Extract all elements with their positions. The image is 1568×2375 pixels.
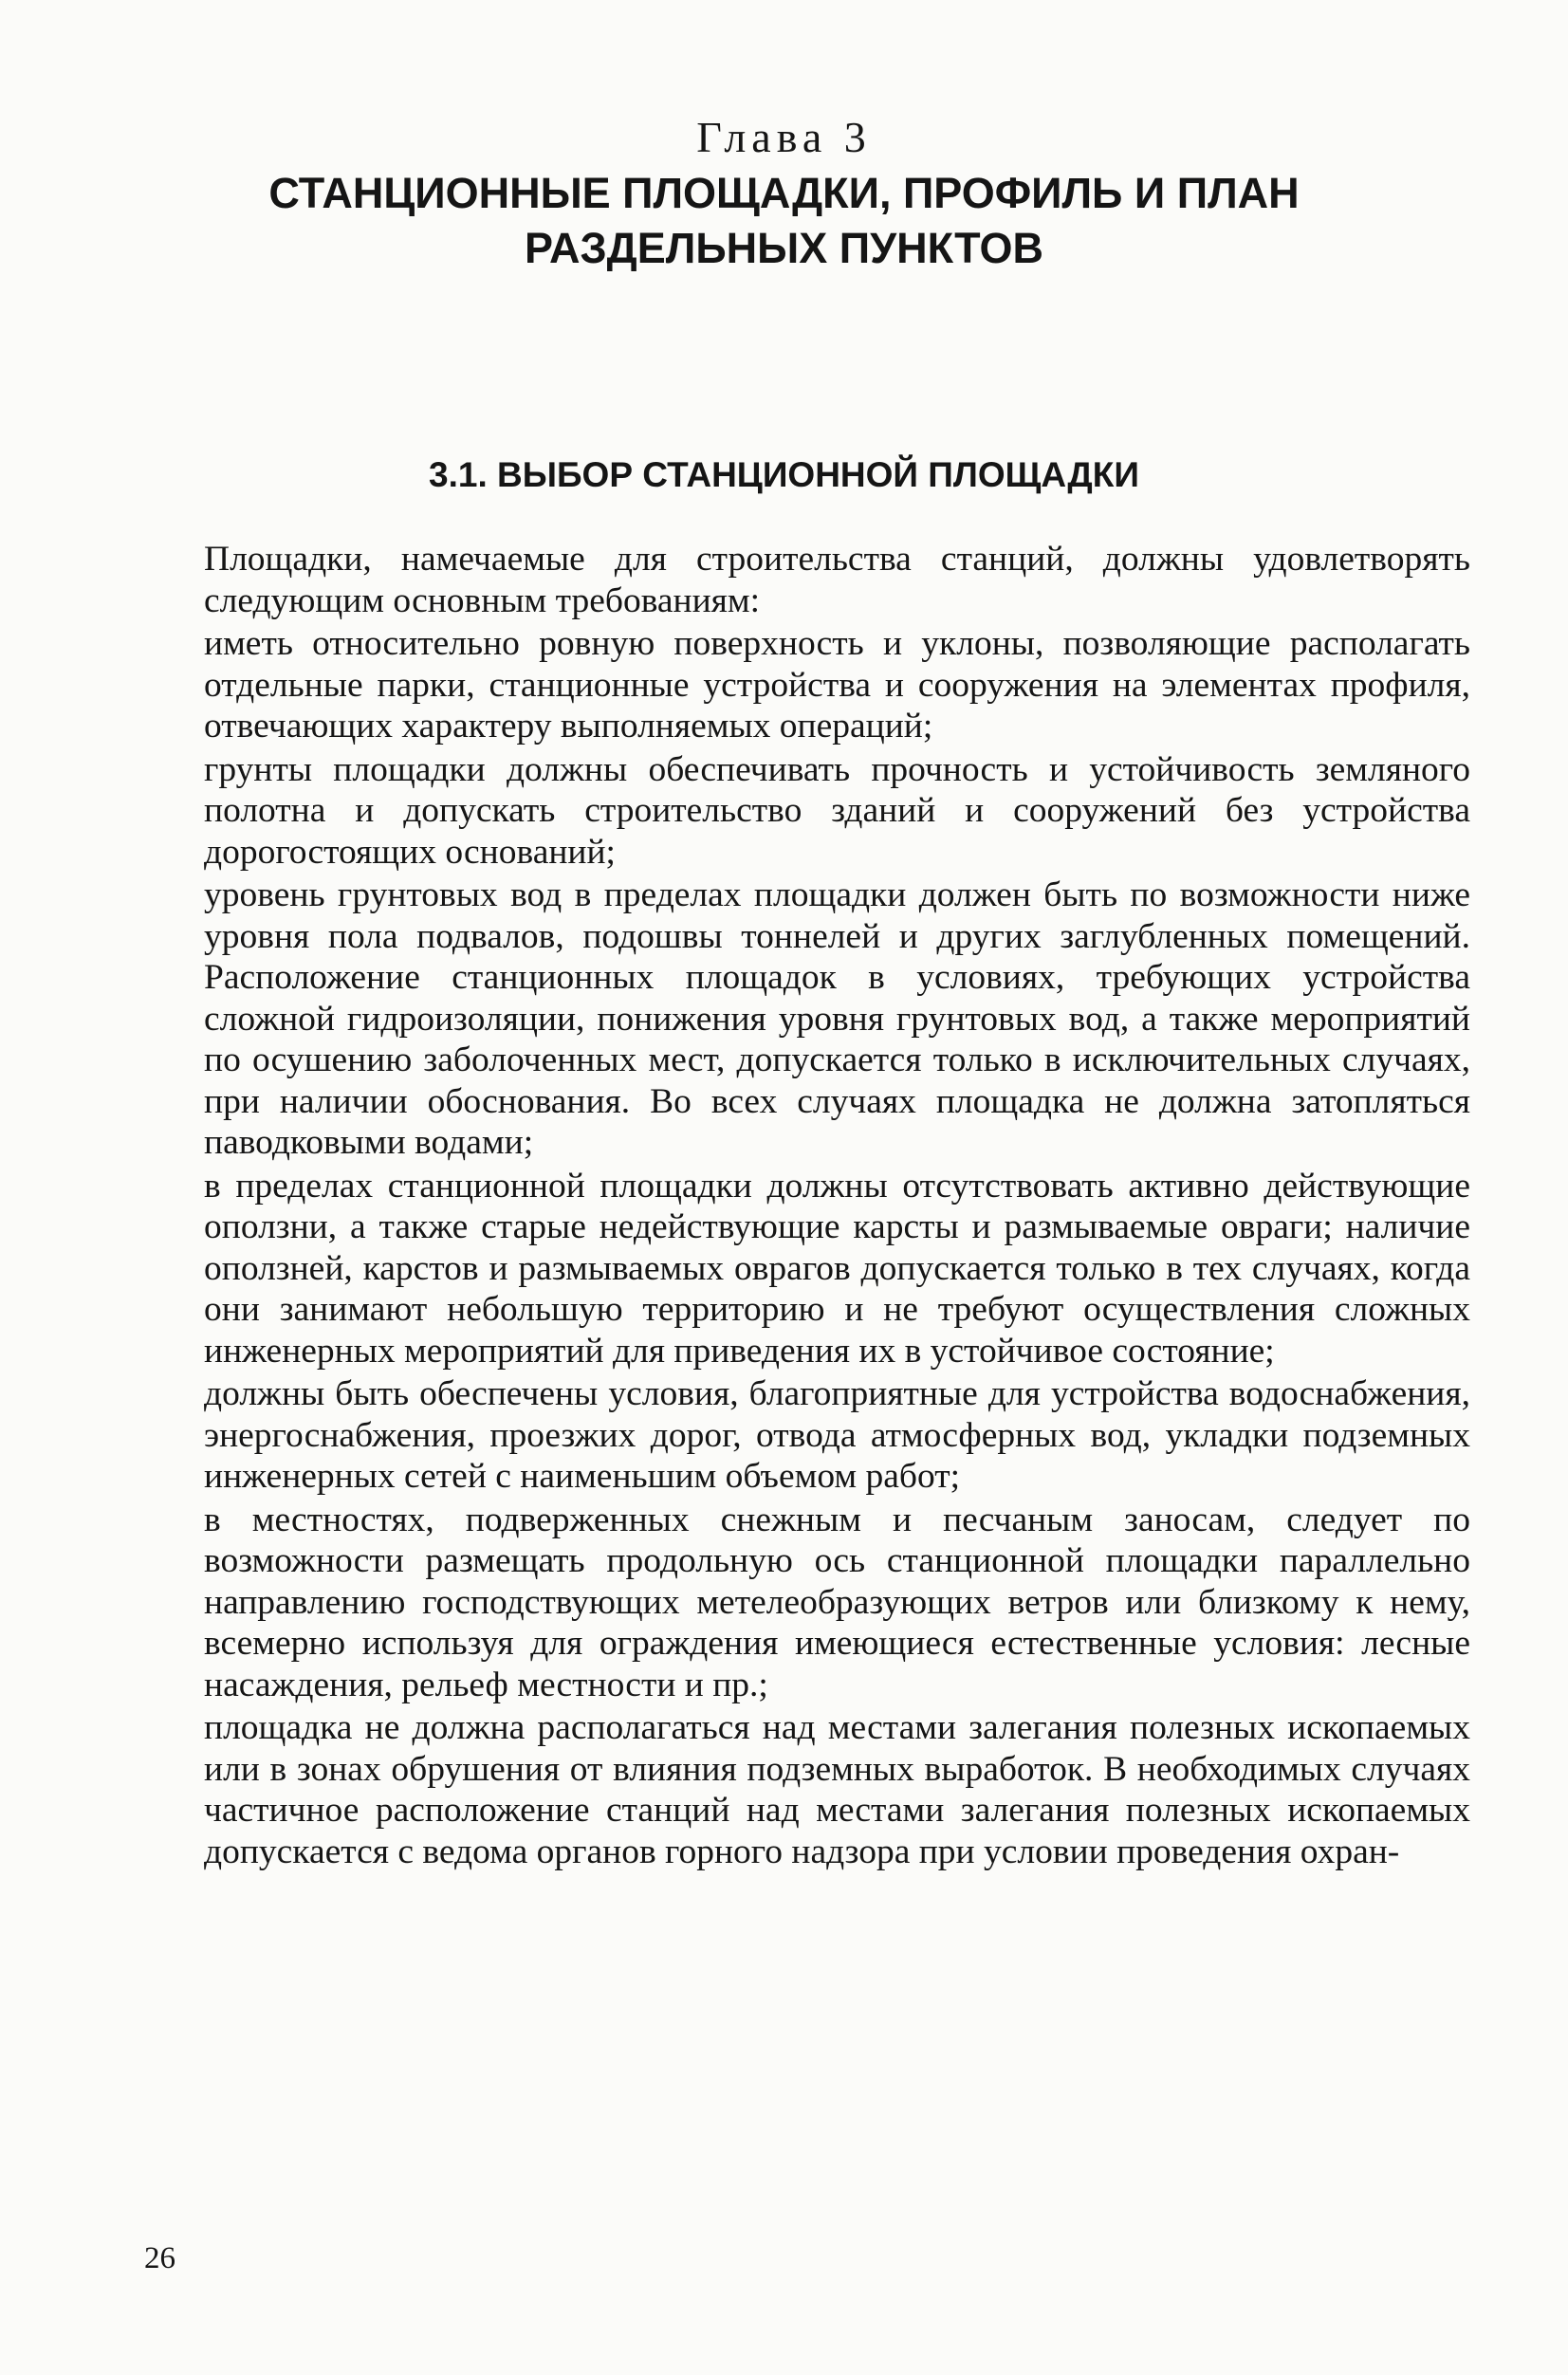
- paragraph-requirement: иметь относительно ровную поверхность и уклоны, позволяющие располагать отдельные парки, станционные устройства и сооружения на элементах профиля, отвечающих характеру выполняемых операций;: [204, 624, 1470, 746]
- chapter-title: [0, 166, 1568, 276]
- paragraph-requirement: должны быть обеспечены условия, благоприятные для устройства водоснабжения, энергоснабжения, проезжих дорог, отвода атмосферных вод, укладки подземных инженерных сетей с наименьшим объемом работ;: [204, 1374, 1470, 1496]
- paragraph-requirement: площадка не должна располагаться над местами залегания полезных ископаемых или в зонах обрушения от влияния подземных выработок. В необходимых случаях частичное расположение станций над местами залегания полезных ископаемых допускается с ведома органов горного надзора при условии проведения охран-: [204, 1708, 1470, 1871]
- section-heading: 3.1. ВЫБОР СТАНЦИОННОЙ ПЛОЩАДКИ: [429, 455, 1139, 494]
- chapter-label: Глава 3: [696, 113, 872, 161]
- chapter-title-line-2: РАЗДЕЛЬНЫХ ПУНКТОВ: [524, 224, 1044, 272]
- body-text: [204, 539, 1470, 1874]
- paragraph-intro: Площадки, намечаемые для строительства станций, должны удовлетворять следующим основным требованиям:: [204, 540, 1470, 620]
- paragraph-requirement: в пределах станционной площадки должны отсутствовать активно действующие оползни, а также старые недействующие карсты и размываемые овраги; наличие оползней, карстов и размываемых оврагов допускается только в тех случаях, когда они занимают небольшую территорию и не требуют осуществления сложных инженерных мероприятий для приведения их в устойчивое состояние;: [204, 1166, 1470, 1371]
- page-number: 26: [144, 2241, 175, 2275]
- chapter-title-line-1: СТАНЦИОННЫЕ ПЛОЩАДКИ, ПРОФИЛЬ И ПЛАН: [268, 169, 1300, 217]
- paragraph-requirement: в местностях, подверженных снежным и песчаным заносам, следует по возможности размещать продольную ось станционной площадки параллельно направлению господствующих метелеобразующих ветров или близкому к нему, всемерно используя для ограждения имеющиеся естественные условия: лесные насаждения, рельеф местности и пр.;: [204, 1500, 1470, 1704]
- paragraph-requirement: уровень грунтовых вод в пределах площадки должен быть по возможности ниже уровня пола подвалов, подошвы тоннелей и других заглубленных помещений. Расположение станционных площадок в условиях, требующих устройства сложной гидроизоляции, понижения уровня грунтовых вод, а также мероприятий по осушению заболоченных мест, допускается только в исключительных случаях, при наличии обоснования. Во всех случаях площадка не должна затопляться паводковыми водами;: [204, 875, 1470, 1162]
- paragraph-requirement: грунты площадки должны обеспечивать прочность и устойчивость земляного полотна и допускать строительство зданий и сооружений без устройства дорогостоящих оснований;: [204, 749, 1470, 872]
